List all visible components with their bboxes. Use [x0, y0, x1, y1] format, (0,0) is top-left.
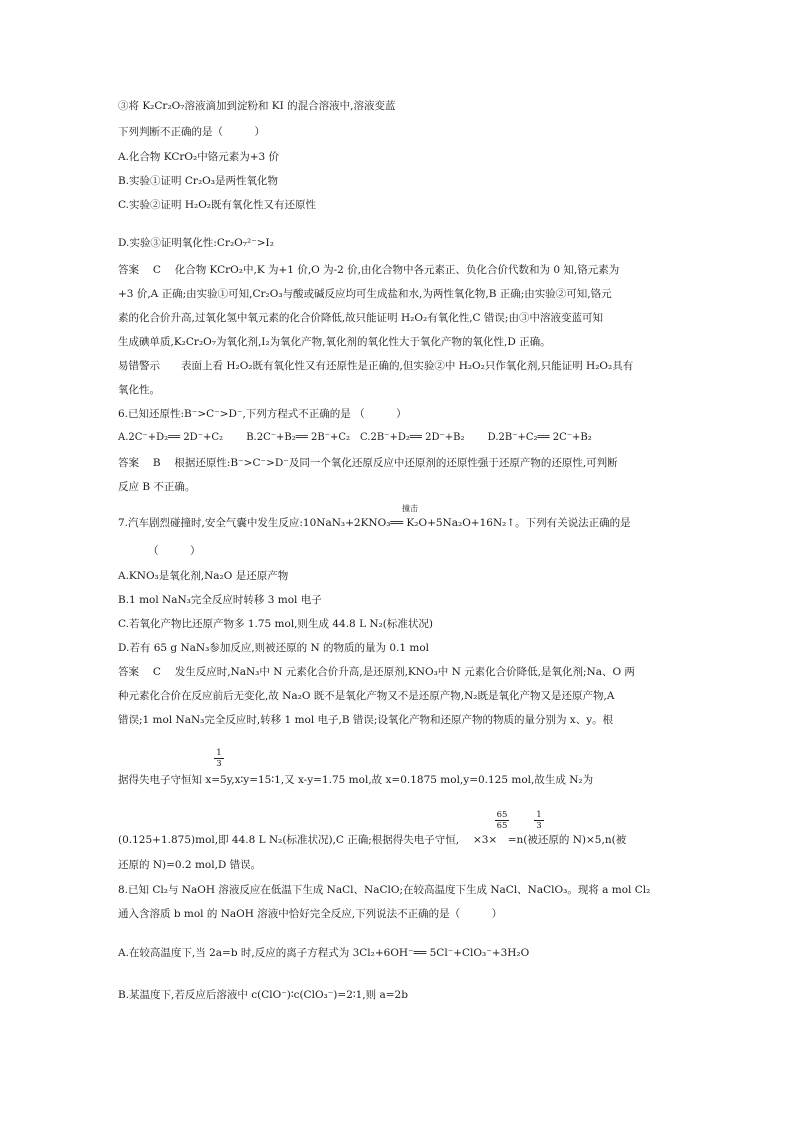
option-c: C.实验②证明 H₂O₂既有氧化性又有还原性: [118, 199, 317, 211]
question-8: 通入含溶质 b mol 的 NaOH 溶液中恰好完全反应,下列说法不正确的是（ ）: [118, 908, 503, 920]
fraction-denominator: 65: [496, 821, 508, 831]
fraction-numerator: 65: [496, 810, 508, 820]
answer-line: +3 价,A 正确;由实验①可知,Cr₂O₃与酸或碱反应均可生成盐和水,为两性氧化物,B 正确;由实验②可知,铬元: [118, 288, 612, 300]
question-8: 8.已知 Cl₂与 NaOH 溶液反应在低温下生成 NaCl、NaClO;在较高温度下生成 NaCl、NaClO₃。现将 a mol Cl₂: [118, 884, 651, 896]
question-prompt: 下列判断不正确的是（ ）: [118, 126, 265, 138]
fraction-denominator: 3: [536, 821, 542, 831]
question-7: 7.汽车剧烈碰撞时,安全气囊中发生反应:10NaN₃+2KNO₃══ K₂O+5Na₂O+16N₂↑。下列有关说法正确的是: [118, 517, 631, 529]
question-7-blank: （ ）: [148, 545, 201, 557]
answer-line: 生成碘单质,K₂Cr₂O₇为氧化剂,I₂为氧化产物,氧化剂的氧化性大于氧化产物的氧化性,D 正确。: [118, 336, 551, 348]
question-6: 6.已知还原性:B⁻>C⁻>D⁻,下列方程式不正确的是 （ ）: [118, 408, 407, 420]
answer-line: 据得失电子守恒知 x=5y,x∶y=15∶1,又 x-y=1.75 mol,故 x=0.1875 mol,y=0.125 mol,故生成 N₂为: [118, 774, 594, 786]
fraction-numerator: 1: [536, 810, 542, 820]
fraction-denominator: 3: [216, 759, 222, 769]
option-c: C.若氧化产物比还原产物多 1.75 mol,则生成 44.8 L N₂(标准状况): [118, 618, 433, 630]
question-6-options: A.2C⁻+D₂══ 2D⁻+C₂ B.2C⁻+B₂══ 2B⁻+C₂ C.2B⁻+D₂══ 2D⁻+B₂ D.2B⁻+C₂══ 2C⁻+B₂: [118, 432, 592, 443]
fraction-one-third: [534, 810, 544, 831]
answer-line: 答案 C 发生反应时,NaN₃中 N 元素化合价升高,是还原剂,KNO₃中 N 元素化合价降低,是氧化剂;Na、O 两: [118, 666, 635, 678]
answer-line: 反应 B 不正确。: [118, 481, 196, 493]
answer-line: (0.125+1.875)mol,即 44.8 L N₂(标准状况),C 正确;根据得失电子守恒, ×3× =n(被还原的 N)×5,n(被: [118, 834, 627, 846]
tip-line: 易错警示 表面上看 H₂O₂既有氧化性又有还原性是正确的,但实验②中 H₂O₂只作氧化剂,只能证明 H₂O₂具有: [118, 360, 634, 372]
option-b: B.1 mol NaN₃完全反应时转移 3 mol 电子: [118, 594, 322, 606]
fraction-numerator: 1: [216, 748, 222, 758]
text-line: ③将 K₂Cr₂O₇溶液滴加到淀粉和 KI 的混合溶液中,溶液变蓝: [118, 100, 396, 112]
option-a: A.KNO₃是氧化剂,Na₂O 是还原产物: [118, 570, 289, 582]
option-d: D.若有 65 g NaN₃参加反应,则被还原的 N 的物质的量为 0.1 mol: [118, 642, 430, 654]
answer-line: 素的化合价升高,过氧化氢中氧元素的化合价降低,故只能证明 H₂O₂有氧化性,C 错误;由③中溶液变蓝可知: [118, 312, 603, 324]
option-a: A.化合物 KCrO₂中铬元素为+3 价: [118, 151, 280, 163]
option-b: B.实验①证明 Cr₂O₃是两性氧化物: [118, 175, 278, 187]
option-b: B.某温度下,若反应后溶液中 c(ClO⁻)∶c(ClO₃⁻)=2∶1,则 a=2b: [118, 989, 408, 1001]
option-d: D.实验③证明氧化性:Cr₂O₇²⁻>I₂: [118, 237, 274, 249]
answer-line: 还原的 N)=0.2 mol,D 错误。: [118, 859, 262, 871]
tip-line: 氧化性。: [118, 384, 160, 396]
answer-line: 错误;1 mol NaN₃完全反应时,转移 1 mol 电子,B 错误;设氧化产物和还原产物的物质的量分别为 x、y。根: [118, 714, 614, 726]
impact-condition-label: 撞击: [402, 504, 418, 513]
fraction-65-over-65: [495, 810, 509, 831]
answer-line: 答案 C 化合物 KCrO₂中,K 为+1 价,O 为-2 价,由化合物中各元素正、负化合价代数和为 0 知,铬元素为: [118, 264, 620, 276]
answer-line: 种元素化合价在反应前后无变化,故 Na₂O 既不是氧化产物又不是还原产物,N₂既是氧化产物又是还原产物,A: [118, 690, 615, 702]
answer-line: 答案 B 根据还原性:B⁻>C⁻>D⁻及同一个氧化还原反应中还原剂的还原性强于还原产物的还原性,可判断: [118, 457, 618, 469]
option-a: A.在较高温度下,当 2a=b 时,反应的离子方程式为 3Cl₂+6OH⁻══ 5Cl⁻+ClO₃⁻+3H₂O: [118, 947, 530, 959]
fraction-one-third: [214, 748, 224, 769]
